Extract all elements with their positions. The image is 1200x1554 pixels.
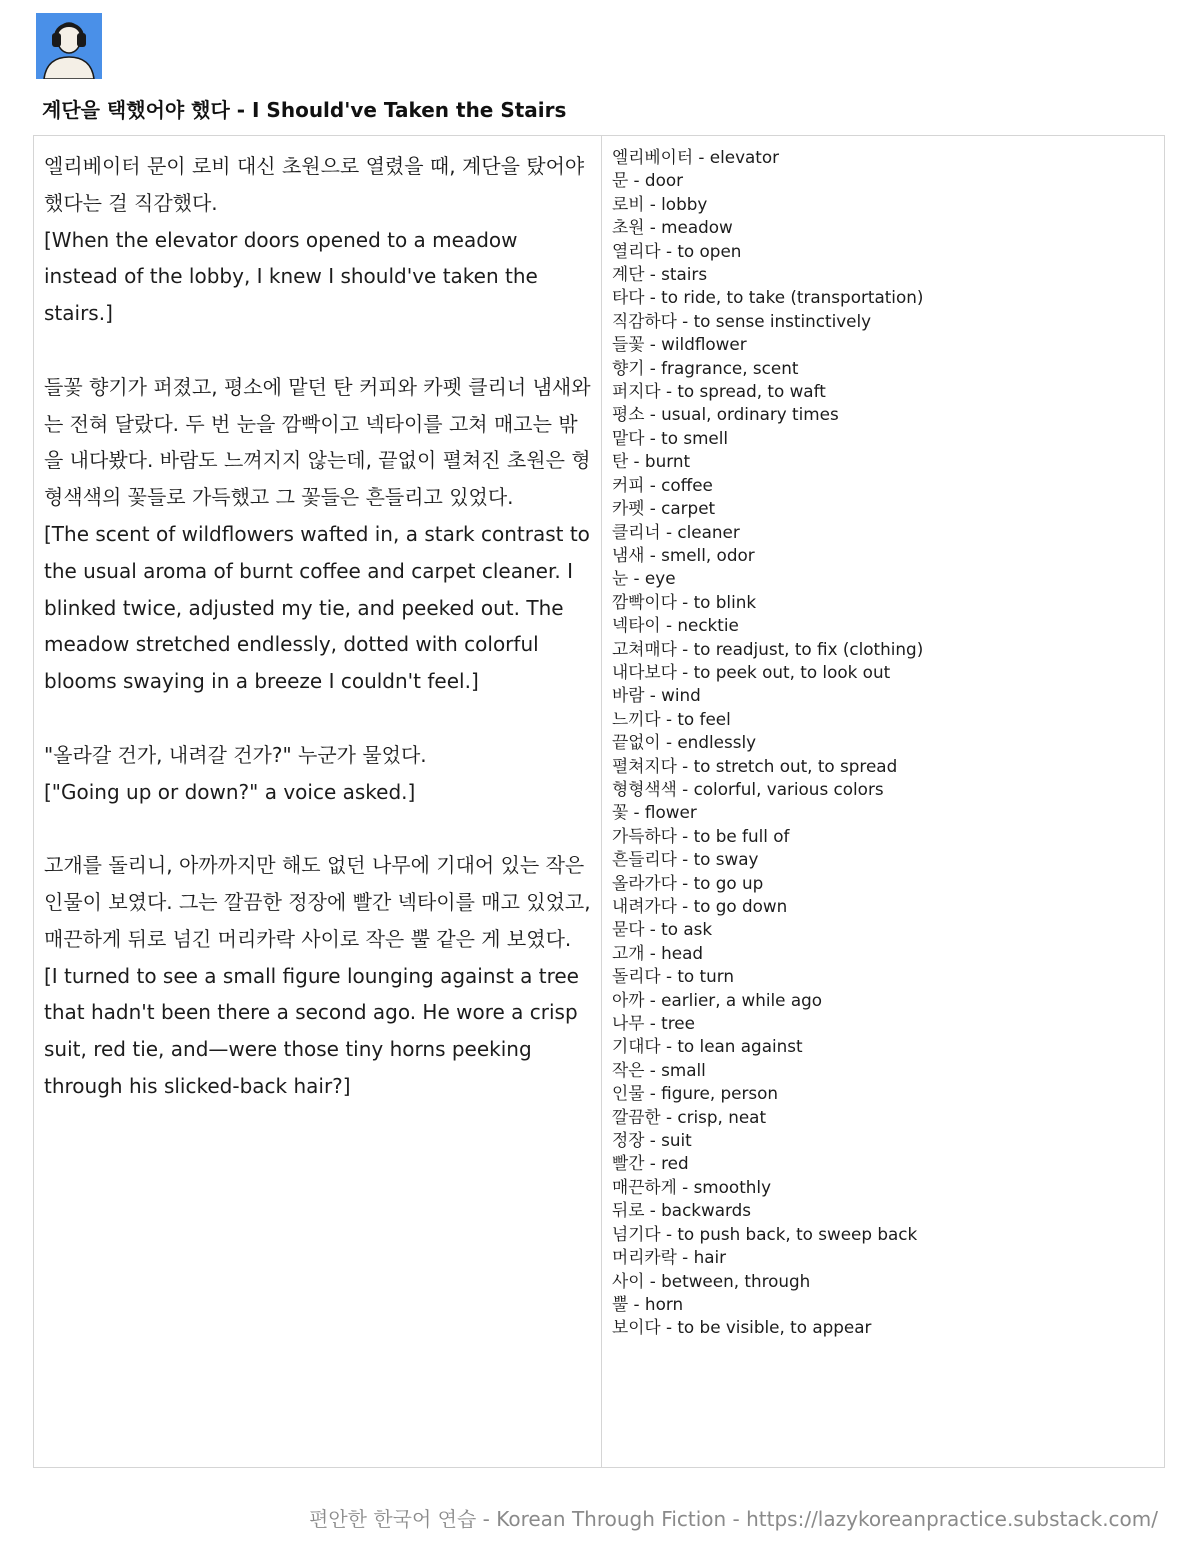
story-paragraph (44, 847, 591, 1105)
vocab-item: 바람 - wind (612, 685, 701, 706)
vocab-item: 탄 - burnt (612, 451, 691, 472)
vocab-item: 내다보다 - to peek out, to look out (612, 661, 891, 682)
vocab-item: 열리다 - to open (612, 240, 742, 261)
vocab-item: 인물 - figure, person (612, 1083, 779, 1104)
vocab-item: 흔들리다 - to sway (612, 849, 759, 870)
vocab-item: 클리너 - cleaner (612, 521, 740, 542)
vocab-item: 사이 - between, through (612, 1270, 811, 1291)
vocab-item: 아까 - earlier, a while ago (612, 989, 823, 1010)
content-table (33, 135, 1165, 1468)
vocab-item: 퍼지다 - to spread, to waft (612, 381, 826, 402)
vocab-item: 뒤로 - backwards (612, 1200, 752, 1221)
vocab-item: 로비 - lobby (612, 193, 708, 214)
page-title: 계단을 택했어야 했다 - I Should've Taken the Stairs (42, 98, 567, 122)
korean-text: 들꽃 향기가 퍼졌고, 평소에 맡던 탄 커피와 카펫 클리너 냄새와는 전혀 달랐다. 두 번 눈을 깜빡이고 넥타이를 고쳐 매고는 밖을 내다봤다. 바람도 느껴지지 않는데, 끝없이 펼쳐진 초원은 형형색색의 꽃들로 가득했고 그 꽃들은 흔들리고 있었다. (44, 374, 591, 510)
english-translation: [When the elevator doors opened to a meadow instead of the lobby, I knew I should've taken the stairs.] (44, 227, 538, 326)
vocab-item: 느끼다 - to feel (612, 708, 731, 729)
vocab-item: 향기 - fragrance, scent (612, 357, 799, 378)
vocab-item: 깜빡이다 - to blink (612, 591, 757, 612)
story-paragraph (44, 369, 591, 700)
vocab-item: 기대다 - to lean against (612, 1036, 803, 1057)
vocab-item: 계단 - stairs (612, 264, 708, 285)
vocab-item: 맡다 - to smell (612, 427, 729, 448)
vocab-item: 내려가다 - to go down (612, 896, 788, 916)
vocab-item: 펼쳐지다 - to stretch out, to spread (612, 755, 898, 776)
story-column (34, 136, 602, 1467)
headphones-avatar-icon (36, 13, 102, 79)
korean-text: "올라갈 건가, 내려갈 건가?" 누군가 물었다. (44, 742, 427, 767)
vocab-item: 묻다 - to ask (612, 919, 713, 940)
vocab-item: 냄새 - smell, odor (612, 544, 755, 565)
vocab-item: 깔끔한 - crisp, neat (612, 1106, 767, 1127)
vocab-item: 고쳐매다 - to readjust, to fix (clothing) (612, 638, 924, 659)
vocab-item: 올라가다 - to go up (612, 872, 764, 893)
vocab-item: 보이다 - to be visible, to appear (612, 1317, 872, 1338)
english-translation: ["Going up or down?" a voice asked.] (44, 779, 416, 804)
vocab-item: 작은 - small (612, 1059, 706, 1080)
korean-text: 엘리베이터 문이 로비 대신 초원으로 열렸을 때, 계단을 탔어야 했다는 걸 직감했다. (44, 154, 585, 215)
vocab-item: 빨간 - red (612, 1153, 689, 1174)
vocab-item: 눈 - eye (612, 568, 676, 589)
vocab-item: 직감하다 - to sense instinctively (612, 310, 872, 331)
vocab-item: 평소 - usual, ordinary times (612, 404, 839, 425)
vocab-item: 나무 - tree (612, 1013, 695, 1034)
vocab-item: 카펫 - carpet (612, 498, 716, 519)
vocab-item: 엘리베이터 - elevator (612, 147, 780, 167)
vocab-item: 넥타이 - necktie (612, 615, 739, 636)
vocab-item: 매끈하게 - smoothly (612, 1176, 771, 1197)
vocab-item: 타다 - to ride, to take (transportation) (612, 287, 924, 308)
vocab-item: 돌리다 - to turn (612, 966, 734, 987)
story-paragraph (44, 737, 591, 811)
vocab-item: 정장 - suit (612, 1130, 692, 1151)
vocabulary-list (602, 136, 1164, 1467)
vocab-item: 커피 - coffee (612, 474, 713, 495)
vocab-item: 고개 - head (612, 942, 704, 963)
vocab-item: 형형색색 - colorful, various colors (612, 778, 884, 799)
vocab-item: 꽃 - flower (612, 802, 697, 823)
vocab-item: 초원 - meadow (612, 217, 733, 238)
vocab-item: 끝없이 - endlessly (612, 732, 757, 753)
vocab-item: 뿔 - horn (612, 1293, 684, 1314)
korean-text: 고개를 돌리니, 아까까지만 해도 없던 나무에 기대어 있는 작은 인물이 보였다. 그는 깔끔한 정장에 빨간 넥타이를 매고 있었고, 매끈하게 뒤로 넘긴 머리카락 사이로 작은 뿔 같은 게 보였다. (44, 853, 591, 951)
vocab-item: 넘기다 - to push back, to sweep back (612, 1223, 918, 1244)
vocab-item: 가득하다 - to be full of (612, 825, 790, 846)
vocab-item: 들꽃 - wildflower (612, 334, 747, 355)
story-paragraph (44, 148, 591, 332)
vocab-item: 문 - door (612, 170, 684, 191)
footer-credit: 편안한 한국어 연습 - Korean Through Fiction - https://lazykoreanpractice.substack.com/ (309, 1507, 1158, 1531)
english-translation: [The scent of wildflowers wafted in, a stark contrast to the usual aroma of burnt coffee and carpet cleaner. I blinked twice, adjusted my tie, and peeked out. The meadow stretched endlessly, dotted with colorful blooms swaying in a breeze I couldn't feel.] (44, 521, 590, 694)
vocab-item: 머리카락 - hair (612, 1247, 727, 1268)
english-translation: [I turned to see a small figure lounging against a tree that hadn't been there a second ago. He wore a crisp suit, red tie, and—were those tiny horns peeking through his slicked-back hair?] (44, 963, 579, 1098)
